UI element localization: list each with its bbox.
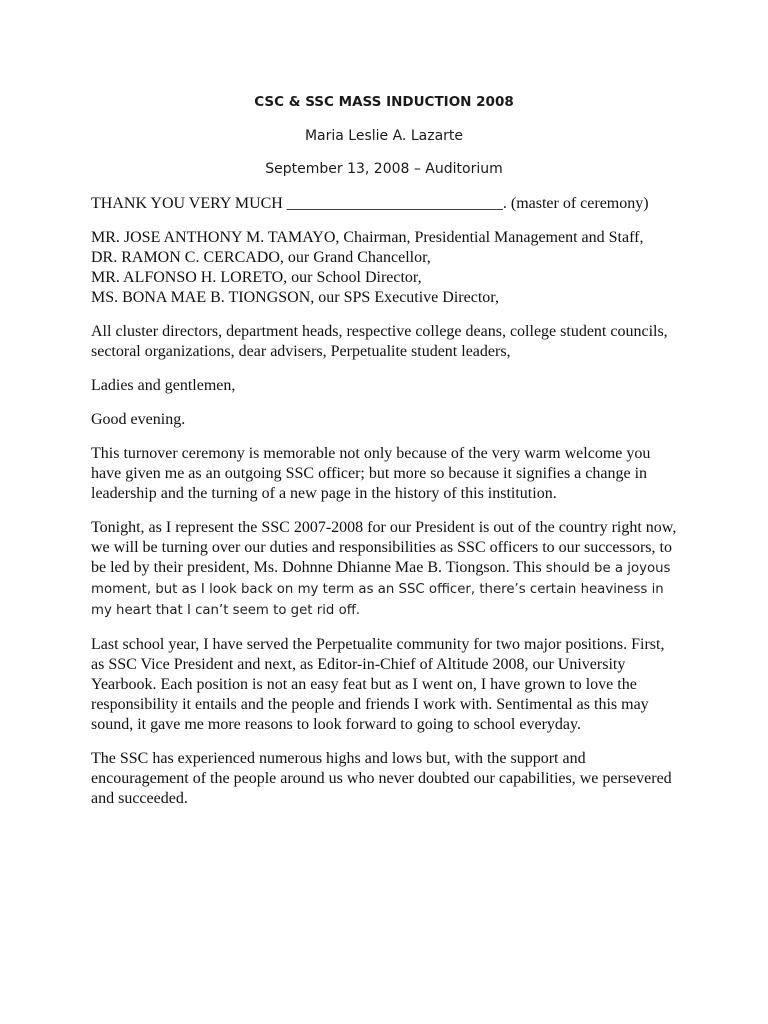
speech-body bbox=[91, 194, 681, 823]
good-evening-paragraph: Good evening. bbox=[91, 411, 186, 428]
opening-paragraph: THANK YOU VERY MUCH ___________________________. (master of ceremony) bbox=[91, 195, 649, 212]
dignitary-line: MR. JOSE ANTHONY M. TAMAYO, Chairman, Presidential Management and Staff, bbox=[91, 229, 644, 246]
greeting-paragraph: Ladies and gentlemen, bbox=[91, 377, 236, 394]
date-and-venue: September 13, 2008 – Auditorium bbox=[265, 161, 503, 177]
dignitary-line: MS. BONA MAE B. TIONGSON, our SPS Executive Director, bbox=[91, 289, 499, 306]
dignitary-line: DR. RAMON C. CERCADO, our Grand Chancellor, bbox=[91, 249, 431, 266]
turnover-paragraph: This turnover ceremony is memorable not only because of the very warm welcome you have given me as an outgoing SSC officer; but more so because it signifies a change in leadership and the turning of a new page in the history of this institution. bbox=[91, 445, 651, 502]
document-title: CSC & SSC MASS INDUCTION 2008 bbox=[254, 94, 514, 110]
ssc-paragraph: The SSC has experienced numerous highs and lows but, with the support and encouragement of the people around us who never doubted our capabilities, we persevered and succeeded. bbox=[91, 750, 672, 807]
acknowledgement-paragraph: All cluster directors, department heads, respective college deans, college student councils, sectoral organizations, dear advisers, Perpetualite student leaders, bbox=[91, 323, 668, 360]
tonight-text-continued: should be a joyous moment, but as I look back on my term as an SSC officer, there’s certain heaviness in my heart that I can’t seem to get rid off. bbox=[91, 561, 671, 618]
dignitaries-paragraph bbox=[91, 228, 681, 308]
dignitary-line: MR. ALFONSO H. LORETO, our School Director, bbox=[91, 269, 422, 286]
author-name: Maria Leslie A. Lazarte bbox=[304, 128, 464, 144]
tonight-paragraph bbox=[91, 518, 681, 621]
tonight-text: Tonight, as I represent the SSC 2007-2008 for our President is out of the country right now, we will be turning over our duties and responsibilities as SSC officers to our successors, to be led by their president, Ms. Dohnne Dhianne Mae B. Tiongson. This bbox=[91, 519, 677, 576]
last-year-paragraph: Last school year, I have served the Perpetualite community for two major positions. First, as SSC Vice President and next, as Editor-in-Chief of Altitude 2008, our University Yearbook. Each position is not an easy feat but as I went on, I have grown to love the responsibility it entails and the people and friends I work with. Sentimental as this may sound, it gave me more reasons to look forward to going to school everyday. bbox=[91, 636, 665, 733]
